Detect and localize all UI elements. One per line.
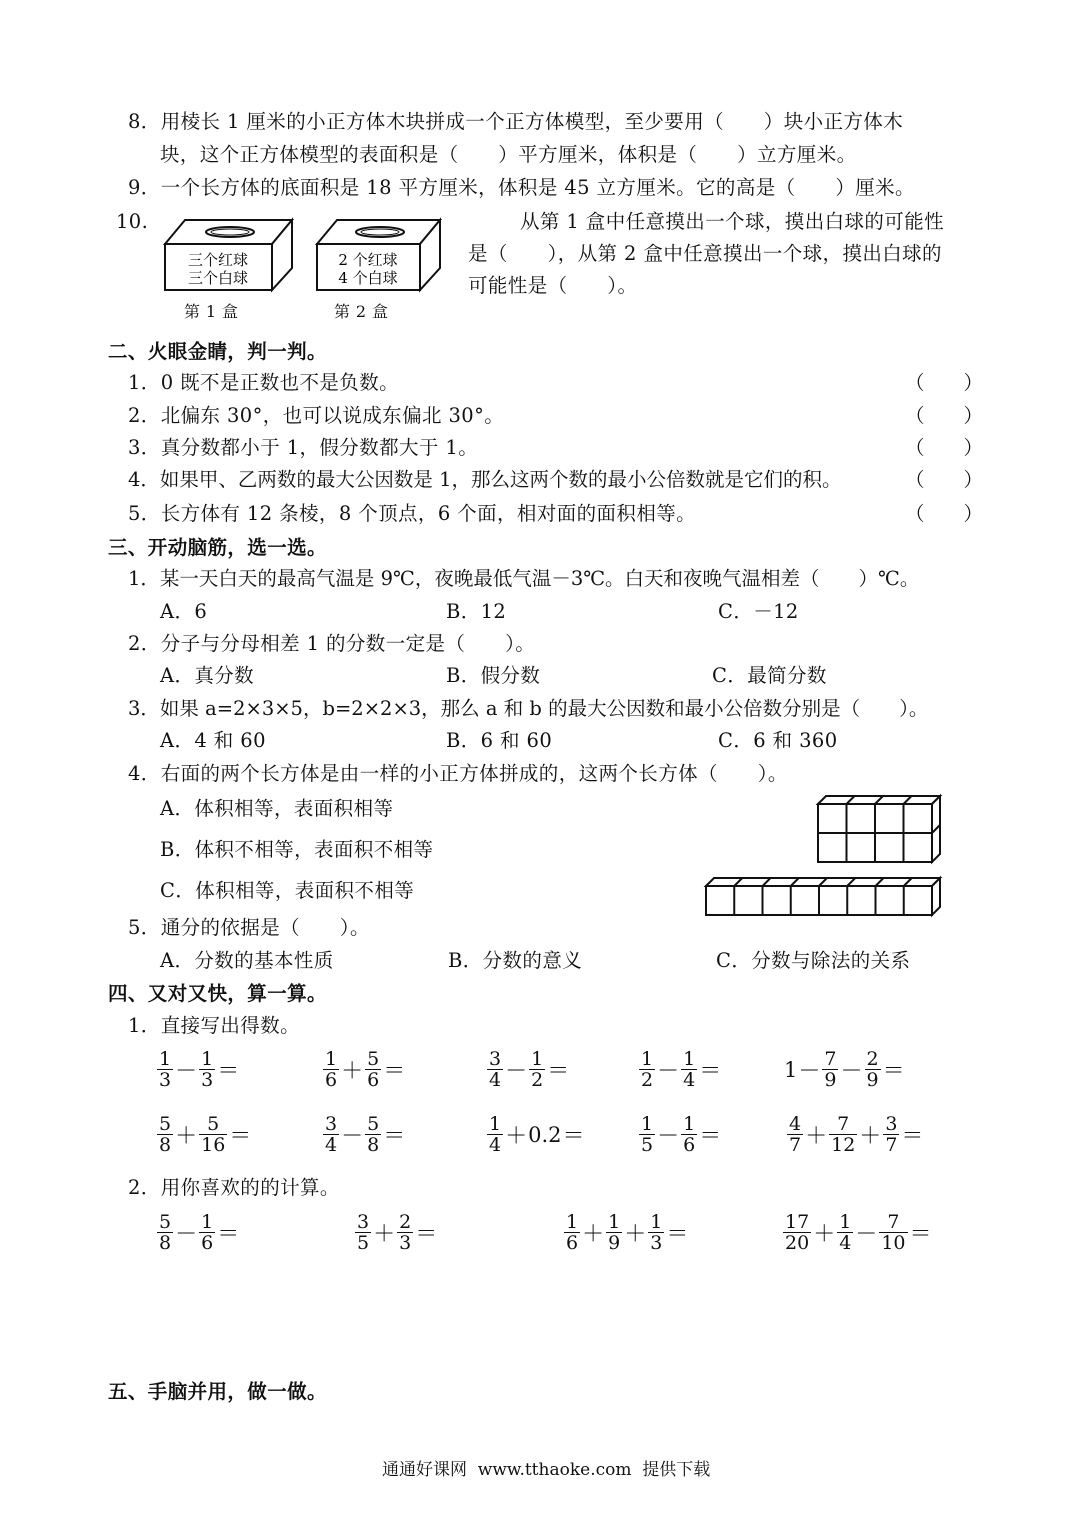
expr-r2-1: $\frac{5}{8}$ ＋ $\frac{5}{16}$ ＝: [159, 1113, 252, 1156]
choice-q5-opt-c: C．分数与除法的关系: [716, 949, 911, 972]
choice-q1-opt-b: B．12: [446, 600, 507, 623]
choice-q4-opt-c: C．体积相等，表面积不相等: [160, 879, 415, 902]
expr-r3-3: $\frac{1}{6}$ ＋ $\frac{1}{9}$ ＋ $\frac{1}{3}$ ＝: [566, 1211, 689, 1254]
choice-q2-opt-a: A．真分数: [160, 664, 255, 687]
expr-r2-2: $\frac{3}{4}$ － $\frac{5}{8}$ ＝: [325, 1113, 406, 1156]
judge-item-4: 4．如果甲、乙两数的最大公因数是 1，那么这两个数的最小公倍数就是它们的积。: [128, 468, 842, 491]
judge-paren-4: （ ）: [905, 468, 984, 491]
choice-q3: 3．如果 a=2×3×5，b=2×2×3，那么 a 和 b 的最大公因数和最小公倍数分别是（ ）。: [128, 697, 929, 720]
choice-q3-opt-b: B．6 和 60: [446, 729, 553, 752]
q10-number: 10.: [116, 210, 149, 233]
expr-r3-2: $\frac{3}{5}$ ＋ $\frac{2}{3}$ ＝: [357, 1211, 438, 1254]
expr-r3-4: $\frac{17}{20}$ ＋ $\frac{1}{4}$ － $\frac{7}{10}$ ＝: [785, 1211, 932, 1254]
page-footer: 通通好课网 www.tthaoke.com 提供下载: [382, 1460, 711, 1480]
q9: 9．一个长方体的底面积是 18 平方厘米，体积是 45 立方厘米。它的高是（ ）厘米。: [128, 176, 915, 199]
expr-r2-3: $\frac{1}{4}$ ＋ 0.2 ＝: [489, 1113, 585, 1156]
choice-q3-opt-c: C．6 和 360: [718, 729, 838, 752]
expr-r1-3: $\frac{3}{4}$ － $\frac{1}{2}$ ＝: [489, 1048, 570, 1091]
choice-q1: 1．某一天白天的最高气温是 9℃，夜晚最低气温－3℃。白天和夜晚气温相差（ ）℃。: [128, 567, 920, 590]
section-5-heading: 五、手脑并用，做一做。: [108, 1380, 327, 1403]
choice-q3-opt-a: A．4 和 60: [160, 729, 266, 752]
expr-r1-4: $\frac{1}{2}$ － $\frac{1}{4}$ ＝: [641, 1048, 722, 1091]
judge-paren-3: （ ）: [905, 436, 984, 459]
expr-r1-2: $\frac{1}{6}$ ＋ $\frac{5}{6}$ ＝: [325, 1048, 406, 1091]
box-2-line2: 4 个白球: [338, 269, 398, 287]
calc-sub1-title: 1．直接写出得数。: [128, 1014, 301, 1037]
q10-line3: 可能性是（ ）。: [468, 274, 638, 297]
judge-item-5: 5．长方体有 12 条棱，8 个顶点，6 个面，相对面的面积相等。: [128, 502, 697, 525]
box-2-illustration: [312, 214, 462, 296]
choice-q2: 2．分子与分母相差 1 的分数一定是（ ）。: [128, 632, 536, 655]
choice-q2-opt-b: B．假分数: [446, 664, 541, 687]
box-2-line1: 2 个红球: [338, 251, 398, 269]
choice-q2-opt-c: C．最简分数: [712, 664, 827, 687]
choice-q5-opt-a: A．分数的基本性质: [160, 949, 334, 972]
box-1-line1: 三个红球: [187, 251, 249, 269]
choice-q1-opt-a: A．6: [160, 600, 208, 623]
expr-r3-1: $\frac{5}{8}$ － $\frac{1}{6}$ ＝: [159, 1211, 240, 1254]
judge-item-1: 1．0 既不是正数也不是负数。: [128, 371, 400, 394]
judge-item-2: 2．北偏东 30°，也可以说成东偏北 30°。: [128, 404, 505, 427]
box-1-line2: 三个白球: [187, 269, 249, 287]
section-4-heading: 四、又对又快，算一算。: [108, 982, 327, 1005]
expr-r1-5: 1 － $\frac{7}{9}$ － $\frac{2}{9}$ ＝: [784, 1048, 905, 1091]
cuboids-illustration: [700, 792, 950, 920]
choice-q4: 4．右面的两个长方体是由一样的小正方体拼成的，这两个长方体（ ）。: [128, 762, 788, 785]
judge-paren-2: （ ）: [905, 404, 984, 427]
choice-q1-opt-c: C．－12: [718, 600, 799, 623]
q10-line1: 从第 1 盒中任意摸出一个球，摸出白球的可能性: [520, 210, 945, 233]
section-2-heading: 二、火眼金睛，判一判。: [108, 340, 327, 363]
expr-r2-5: $\frac{4}{7}$ ＋ $\frac{7}{12}$ ＋ $\frac{3}{7}$ ＝: [789, 1113, 924, 1156]
box-2-caption: 第 2 盒: [334, 302, 389, 321]
choice-q5-opt-b: B．分数的意义: [448, 949, 583, 972]
q10-line2: 是（ ），从第 2 盒中任意摸出一个球，摸出白球的: [468, 242, 942, 265]
calc-sub2-title: 2．用你喜欢的的计算。: [128, 1176, 340, 1199]
expr-r1-1: $\frac{1}{3}$ － $\frac{1}{3}$ ＝: [159, 1048, 240, 1091]
judge-item-3: 3．真分数都小于 1，假分数都大于 1。: [128, 436, 479, 459]
judge-paren-5: （ ）: [905, 502, 984, 525]
choice-q5: 5．通分的依据是（ ）。: [128, 916, 370, 939]
box-1-caption: 第 1 盒: [184, 302, 239, 321]
section-3-heading: 三、开动脑筋，选一选。: [108, 536, 327, 559]
q8-line2: 块，这个正方体模型的表面积是（ ）平方厘米，体积是（ ）立方厘米。: [160, 143, 857, 166]
q8-line1: 8．用棱长 1 厘米的小正方体木块拼成一个正方体模型，至少要用（ ）块小正方体木: [128, 110, 904, 133]
box-1-illustration: [160, 214, 310, 296]
choice-q4-opt-a: A．体积相等，表面积相等: [160, 797, 394, 820]
expr-r2-4: $\frac{1}{5}$ － $\frac{1}{6}$ ＝: [641, 1113, 722, 1156]
choice-q4-opt-b: B．体积不相等，表面积不相等: [160, 838, 434, 861]
judge-paren-1: （ ）: [905, 371, 984, 394]
